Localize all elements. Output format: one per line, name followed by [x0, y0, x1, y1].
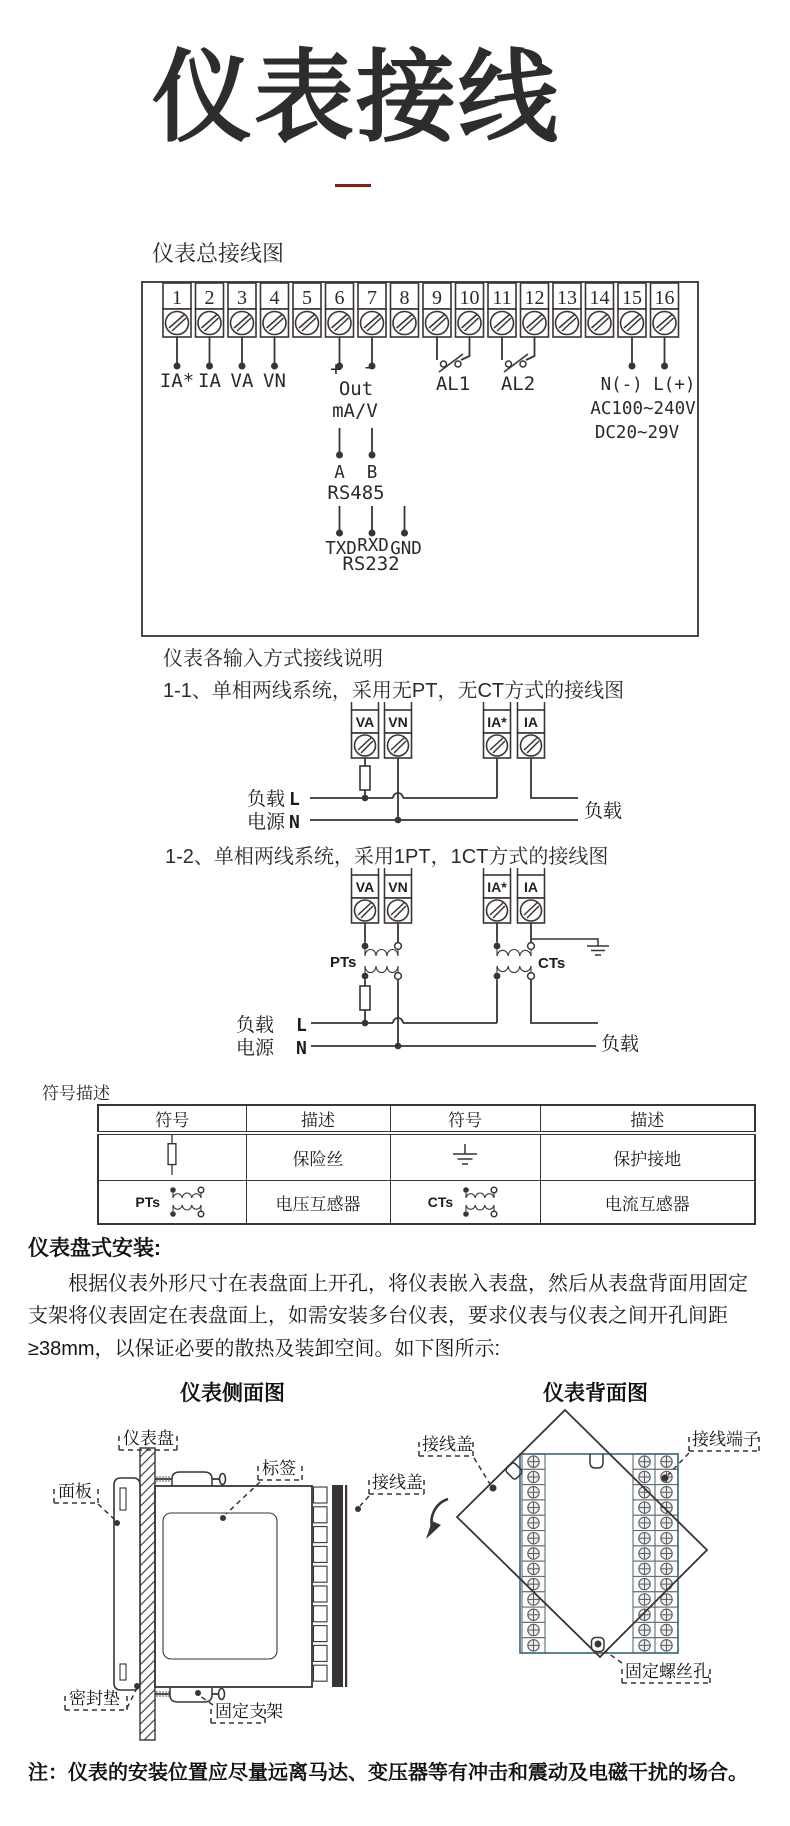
d11-source: 电源 — [247, 812, 286, 833]
terminal-strip — [163, 283, 679, 337]
ground-desc: 保护接地 — [540, 1133, 755, 1181]
fuse-symbol-cell — [98, 1133, 246, 1181]
back-screw — [633, 1500, 656, 1515]
back-screw — [522, 1546, 545, 1561]
symbol-table-heading: 符号描述 — [42, 1084, 110, 1103]
overall-diagram-heading: 仪表总接线图 — [152, 241, 285, 266]
back-view-title: 仪表背面图 — [543, 1382, 648, 1405]
panel-board-shape — [140, 1448, 155, 1740]
terminal-wires — [160, 337, 696, 575]
label-area — [163, 1513, 277, 1659]
terminal-number: 16 — [654, 287, 675, 309]
side-view-diagram — [54, 1429, 424, 1740]
ct-desc: 电流互感器 — [540, 1181, 755, 1225]
faceplate-label: 面板 — [58, 1482, 92, 1501]
bracket-shape — [170, 1688, 212, 1702]
installation-heading: 仪表盘式安装: — [28, 1237, 161, 1260]
d12-terminal-ia: IA — [524, 879, 538, 895]
d12-cts-label: CTs — [538, 955, 566, 972]
d12-terminal-va: VA — [355, 879, 375, 895]
fuse-icon — [163, 1135, 181, 1175]
back-screw — [633, 1531, 656, 1546]
symbol-table — [97, 1104, 756, 1225]
back-screw — [633, 1576, 656, 1591]
tag-label: 标签 — [262, 1459, 296, 1478]
rs232-label: RS232 — [342, 553, 400, 575]
out-plus: + — [330, 358, 342, 380]
back-screw — [522, 1485, 545, 1500]
terminal-number: 5 — [302, 287, 312, 309]
col-symbol-1: 符号 — [98, 1105, 246, 1133]
ct-symbol-label: CTs — [427, 1194, 454, 1210]
d12-line-l: L — [296, 1015, 307, 1036]
rs485-a: A — [334, 463, 345, 483]
back-screw — [655, 1531, 678, 1546]
rs232-txd: TXD — [325, 539, 357, 559]
d12-ground-symbol — [531, 939, 609, 955]
back-screw — [522, 1500, 545, 1515]
back-screw — [633, 1622, 656, 1637]
pt-transformer-icon — [165, 1185, 209, 1219]
terminal-number: 7 — [367, 287, 377, 309]
d12-source: 电源 — [236, 1038, 275, 1059]
terminal-cover-shape — [332, 1485, 343, 1687]
terminal-number: 2 — [204, 287, 215, 309]
d11-load-left: 负载 — [247, 789, 286, 810]
back-screw — [655, 1546, 678, 1561]
out-minus: - — [362, 356, 374, 378]
back-screw — [522, 1515, 545, 1530]
ground-symbol-cell — [390, 1133, 540, 1181]
back-screw — [655, 1607, 678, 1622]
title-accent-divider — [335, 184, 371, 187]
meter-body — [155, 1486, 312, 1687]
rs232-gnd: GND — [390, 539, 422, 559]
d12-fuse — [360, 986, 370, 1010]
d11-terminal-ia: IA — [524, 714, 538, 730]
fuse-desc: 保险丝 — [246, 1133, 390, 1181]
label-ia: IA — [198, 370, 221, 392]
pt-symbol-label: PTs — [135, 1194, 161, 1210]
d11-fuse — [360, 766, 370, 790]
page-title: 仪表接线 — [152, 42, 560, 154]
back-screw — [522, 1531, 545, 1546]
mode-1-1-title: 1-1、单相两线系统，采用无PT，无CT方式的接线图 — [163, 680, 625, 702]
mode-1-2-diagram — [230, 868, 640, 1060]
back-screw — [633, 1515, 656, 1530]
d12-load-right: 负载 — [601, 1034, 640, 1055]
d12-terminal-vn: VN — [388, 879, 408, 895]
back-screw — [655, 1485, 678, 1500]
side-view-title: 仪表侧面图 — [180, 1382, 285, 1405]
al2-label: AL2 — [500, 373, 536, 395]
terminal-number: 8 — [399, 287, 410, 309]
back-terminal-screws — [522, 1454, 678, 1653]
terminal-number: 14 — [589, 287, 610, 309]
bracket-label: 固定支架 — [215, 1702, 283, 1721]
ac-range: AC100~240V — [590, 399, 696, 419]
terminal-number: 11 — [492, 287, 512, 309]
installation-paragraph: 根据仪表外形尺寸在表盘面上开孔，将仪表嵌入表盘，然后从表盘背面用固定支架将仪表固定在表盘面上，如需安装多台仪表，要求仪表与仪表之间开孔间距≥38mm，以保证必要的散热及装卸空间。如下图所示: — [28, 1273, 748, 1360]
back-screw — [522, 1638, 545, 1653]
power-label: N(-) L(+) — [600, 375, 696, 395]
out-unit: mA/V — [332, 400, 378, 422]
back-screw — [522, 1622, 545, 1637]
back-cover-label: 接线盖 — [422, 1435, 473, 1454]
d12-pts-label: PTs — [330, 954, 357, 971]
mode-1-2-title: 1-2、单相两线系统，采用1PT，1CT方式的接线图 — [165, 846, 609, 868]
terminal-number: 3 — [237, 287, 247, 309]
rs232-rxd: RXD — [357, 536, 389, 556]
col-symbol-2: 符号 — [390, 1105, 540, 1133]
back-screw — [522, 1561, 545, 1576]
terminal-number: 13 — [557, 287, 577, 309]
modes-heading: 仪表各输入方式接线说明 — [163, 648, 383, 670]
back-screw — [522, 1454, 545, 1469]
d11-load-right: 负载 — [584, 801, 623, 822]
installation-figures — [28, 1400, 768, 1745]
d11-terminal-ia-star: IA* — [487, 714, 507, 730]
label-vn: VN — [263, 370, 286, 392]
back-view-diagram — [419, 1410, 760, 1683]
d11-line-l: L — [289, 789, 300, 810]
back-screw — [633, 1638, 656, 1653]
terminal-number: 10 — [459, 287, 480, 309]
back-screw — [633, 1546, 656, 1561]
back-screw — [633, 1561, 656, 1576]
back-screw — [655, 1561, 678, 1576]
meter-outline-box — [142, 282, 698, 636]
label-va: VA — [230, 370, 254, 392]
overall-wiring-diagram — [140, 246, 700, 638]
side-terminal-cells — [314, 1487, 328, 1681]
d12-line-n: N — [296, 1038, 307, 1059]
terminal-number: 6 — [334, 287, 345, 309]
pt-desc: 电压互感器 — [246, 1181, 390, 1225]
d11-terminal-va: VA — [355, 714, 375, 730]
back-screw — [633, 1454, 656, 1469]
rs485-label: RS485 — [327, 482, 385, 504]
back-screw — [655, 1638, 678, 1653]
back-screw — [522, 1469, 545, 1484]
d12-load-left: 负载 — [236, 1015, 275, 1036]
ct-symbol-cell — [390, 1181, 540, 1225]
back-screw — [655, 1454, 678, 1469]
al1-label: AL1 — [435, 373, 471, 395]
terminal-number: 4 — [269, 287, 280, 309]
terminal-number: 1 — [172, 287, 182, 309]
back-screw — [655, 1622, 678, 1637]
terminal-label: 接线端子 — [692, 1430, 760, 1449]
side-cover-label: 接线盖 — [372, 1473, 423, 1492]
ct-transformer-icon — [458, 1185, 502, 1219]
ground-icon — [448, 1142, 482, 1168]
terminal-number: 12 — [524, 287, 545, 309]
rs485-b: B — [366, 463, 378, 483]
pt-symbol-cell — [98, 1181, 246, 1225]
back-screw — [522, 1607, 545, 1622]
back-screw — [633, 1469, 656, 1484]
col-desc-1: 描述 — [246, 1105, 390, 1133]
caution-note: 注：仪表的安装位置应尽量远离马达、变压器等有冲击和震动及电磁干扰的场合。 — [28, 1762, 748, 1784]
col-desc-2: 描述 — [540, 1105, 755, 1133]
label-ia-star: IA* — [159, 370, 195, 392]
d11-terminal-vn: VN — [388, 714, 408, 730]
terminal-number: 9 — [432, 287, 442, 309]
terminal-number: 15 — [622, 287, 642, 309]
faceplate-shape — [114, 1478, 140, 1690]
dc-range: DC20~29V — [594, 423, 680, 443]
gasket-label: 密封垫 — [69, 1689, 120, 1708]
d11-line-n: N — [289, 812, 300, 833]
panel-board-label: 仪表盘 — [123, 1429, 174, 1448]
mode-1-1-diagram — [240, 700, 640, 840]
out-label: Out — [338, 378, 374, 400]
screw-hole-label: 固定螺丝孔 — [625, 1662, 710, 1681]
d12-terminal-ia-star: IA* — [487, 879, 507, 895]
back-screw — [633, 1485, 656, 1500]
